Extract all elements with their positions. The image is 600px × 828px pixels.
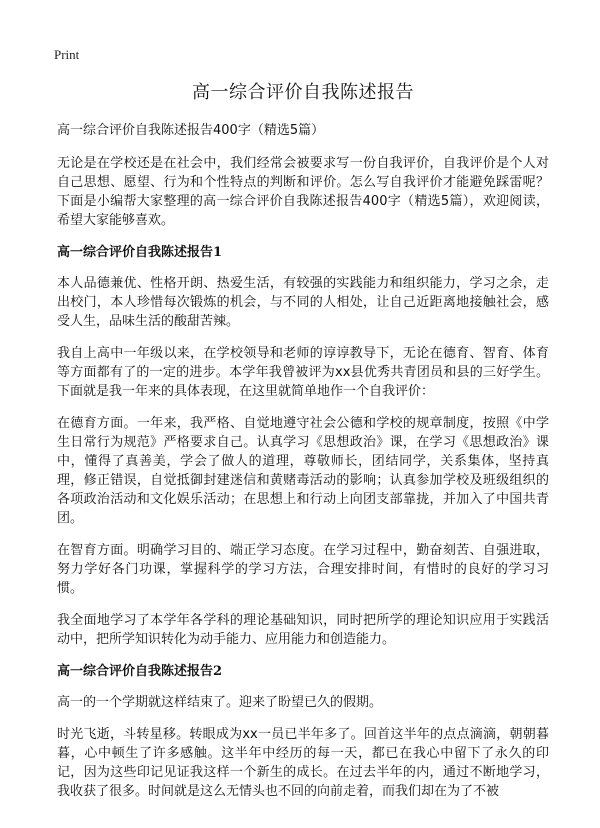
section-heading-2: 高一综合评价自我陈述报告2 [57,664,223,679]
document-body [57,80,549,814]
page-title: 高一综合评价自我陈述报告 [192,82,414,103]
print-link[interactable]: Print [54,47,80,62]
section2-paragraph-1: 高一的一个学期就这样结束了。迎来了盼望已久的假期。 [57,695,383,710]
section1-paragraph-5: 我全面地学习了本学年各学科的理论基础知识，同时把所学的理论知识应用于实践活动中，把所学知识转化为动手能力、应用能力和创造能力。 [57,613,549,647]
section1-paragraph-3: 在德育方面。一年来，我严格、自觉地遵守社会公德和学校的规章制度，按照《中学生日常行为规范》严格要求自己。认真学习《思想政治》课，在学习《思想政治》课中，懂得了真善美，学会了做人的道理，尊敬师长，团结同学，关系集体，坚持真理，修正错误，自觉抵御封建迷信和黄赌毒活动的影响；认真参加学校及班级组织的各项政治活动和文化娱乐活动；在思想上和行动上向团支部靠拢，并加入了中国共青团。 [57,416,549,526]
section2-paragraph-2: 时光飞逝，斗转星移。转眼成为xx一员已半年多了。回首这半年的点点滴滴，朝朝暮暮，心中顿生了许多感触。这半年中经历的每一天，都已在我心中留下了永久的印记，因为这些印记见证我这样一个新生的成长。在过去半年的内，通过不断地学习，我收获了很多。时间就是这么无情头也不回的向前走着，而我们却在为了不被 [57,727,549,799]
section1-paragraph-1: 本人品德兼优、性格开朗、热爱生活，有较强的实践能力和组织能力，学习之余，走出校门，本人珍惜每次锻炼的机会，与不同的人相处，让自己近距离地接触社会，感受人生，品味生活的酸甜苦辣。 [57,276,549,329]
section1-paragraph-2: 我自上高中一年级以来，在学校领导和老师的谆谆教导下，无论在德育、智育、体育等方面都有了的一定的进步。本学年我曾被评为xx县优秀共青团员和县的三好学生。下面就是我一年来的具体表现，在这里就简单地作一个自我评价： [57,346,549,399]
intro-paragraph: 无论是在学校还是在社会中，我们经常会被要求写一份自我评价，自我评价是个人对自己思想、愿望、行为和个性特点的判断和评价。怎么写自我评价才能避免踩雷呢？下面是小编帮大家整理的高一综合评价自我陈述报告400字（精选5篇），欢迎阅读，希望大家能够喜欢。 [57,156,549,228]
section1-paragraph-4: 在智育方面。明确学习目的、端正学习态度。在学习过程中，勤奋刻苦、自强进取，努力学好各门功课，掌握科学的学习方法，合理安排时间，有惜时的良好的学习习惯。 [57,543,549,596]
document-subtitle: 高一综合评价自我陈述报告400字（精选5篇） [57,123,325,138]
section-heading-1: 高一综合评价自我陈述报告1 [57,245,223,260]
